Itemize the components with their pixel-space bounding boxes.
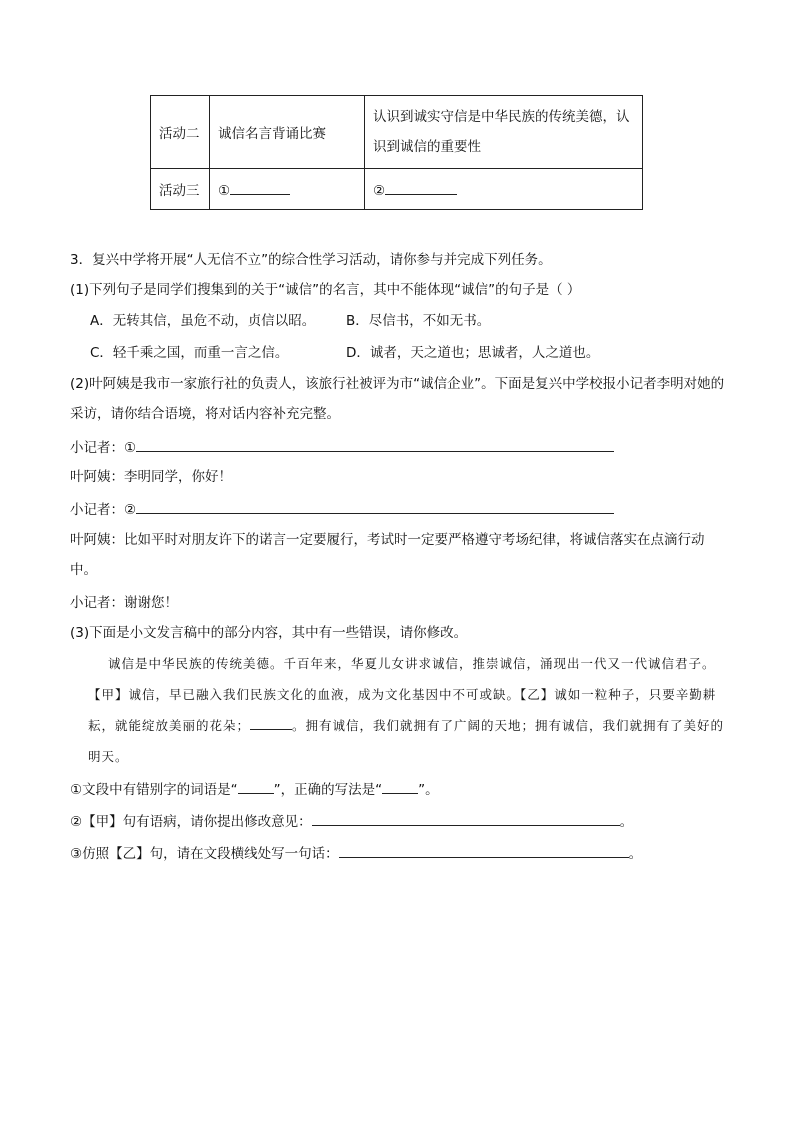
- item1-text-b: ”，正确的写法是“: [273, 782, 383, 798]
- q3-item-1: [70, 779, 439, 800]
- answer-blank[interactable]: [339, 843, 629, 858]
- table-row: [151, 96, 643, 169]
- item1-text-a: ①文段中有错别字的词语是“: [70, 782, 238, 798]
- item3-text: ③仿照【乙】句，请在文段横线处写一句话：: [70, 846, 339, 862]
- item2-text: ②【甲】句有语病，请你提出修改意见：: [70, 814, 312, 830]
- answer-blank[interactable]: [136, 499, 614, 514]
- q2-stem: (2)叶阿姨是我市一家旅行社的负责人，该旅行社被评为市“诚信企业”。下面是复兴中学校报小记者李明对她的采访，请你结合语境，将对话内容补充完整。: [70, 376, 725, 422]
- item3-period: 。: [628, 846, 643, 862]
- activity-table: [150, 95, 643, 210]
- answer-blank[interactable]: [312, 811, 620, 826]
- speech-passage: [88, 648, 728, 772]
- purpose-marker: ②: [373, 182, 386, 199]
- q3-stem: (3)下面是小文发言稿中的部分内容，其中有一些错误，请你修改。: [70, 625, 468, 641]
- purpose-cell: [365, 169, 643, 210]
- option-d: D．诚者，天之道也；思诚者，人之道也。: [346, 345, 600, 361]
- dialog-ye-1: 叶阿姨：李明同学，你好！: [70, 469, 232, 485]
- item2-period: 。: [619, 814, 634, 830]
- dialog-ye-2: 叶阿姨：比如平时对朋友许下的诺言一定要履行，考试时一定要严格遵守考场纪律，将诚信落实在点滴行动中。: [70, 532, 705, 578]
- table-row: [151, 169, 643, 210]
- answer-blank[interactable]: [136, 437, 614, 452]
- option-c: C．轻千乘之国，而重一言之信。: [90, 345, 289, 361]
- answer-blank[interactable]: [230, 180, 290, 195]
- option-b: B．尽信书，不如无书。: [346, 313, 491, 329]
- dialog-reporter-1: [70, 437, 614, 458]
- activity-cell: 活动三: [151, 169, 210, 210]
- content-cell: 诚信名言背诵比赛: [210, 96, 365, 169]
- reporter-label: 小记者：①: [70, 440, 137, 456]
- content-cell: [210, 169, 365, 210]
- answer-blank[interactable]: [238, 779, 274, 794]
- question-intro: 3．复兴中学将开展“人无信不立”的综合性学习活动，请你参与并完成下列任务。: [70, 252, 552, 268]
- answer-blank[interactable]: [385, 180, 457, 195]
- dialog-reporter-2: [70, 499, 614, 520]
- q3-item-2: [70, 811, 633, 832]
- activity-cell: 活动二: [151, 96, 210, 169]
- reporter-label: 小记者：②: [70, 502, 137, 518]
- passage-part1: 诚信是中华民族的传统美德。千百年来，华夏儿女讲求诚信，推崇诚信，涌现出一代又一代诚信君子。【甲】诚信，早已融入我们民族文化的血液，成为文化基因中不可或缺。【乙】诚如一粒种子，只要辛勤耕耘，就能绽放美丽的花朵；: [88, 656, 717, 733]
- passage-part2: 。拥有诚信，我们就拥有了广阔的天地；拥有诚信，我们就拥有了美好的明天。: [88, 718, 725, 764]
- content-marker: ①: [218, 182, 231, 199]
- q3-item-3: [70, 843, 642, 864]
- item1-text-c: ”。: [418, 782, 439, 798]
- q1-stem: (1)下列句子是同学们搜集到的关于“诚信”的名言，其中不能体现“诚信”的句子是（ ）: [70, 282, 581, 298]
- purpose-cell: 认识到诚实守信是中华民族的传统美德，认识到诚信的重要性: [365, 96, 643, 169]
- answer-blank[interactable]: [382, 779, 418, 794]
- passage-blank[interactable]: [250, 715, 292, 730]
- option-a: A．无转其信，虽危不动，贞信以昭。: [90, 313, 316, 329]
- dialog-reporter-3: 小记者：谢谢您！: [70, 595, 178, 611]
